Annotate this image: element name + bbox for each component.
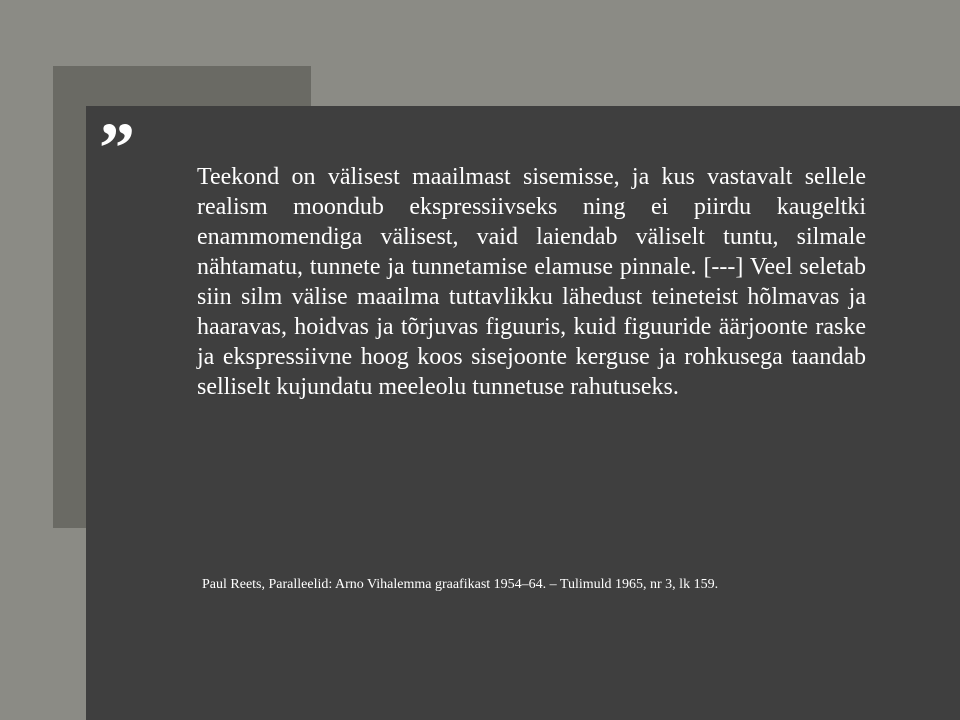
citation: Paul Reets, Paralleelid: Arno Vihalemma graafikast 1954–64. – Tulimuld 1965, nr 3, lk 159. [202,577,719,592]
quote-text: Teekond on välisest maailmast sisemisse, ja kus vastavalt sellele realism moondub ekspressiivseks ning ei piirdu kaugeltki enammomendiga välisest, vaid laiendab väliselt tuntu, silmale nähtamatu, tunnete ja tunnetamise elamuse pinnale. [---] Veel seletab siin silm välise maailma tuttavlikku lähedust teineteist hõlmavas ja haaravas, hoidvas ja tõrjuvas figuuris, kuid figuuride äärjoonte raske ja ekspressiivne hoog koos sisejoonte kerguse ja rohkusega taandab selliselt kujundatu meeleolu tunnetuse rahutuseks. [197,164,866,400]
quote-mark-icon: ” [99,108,131,188]
